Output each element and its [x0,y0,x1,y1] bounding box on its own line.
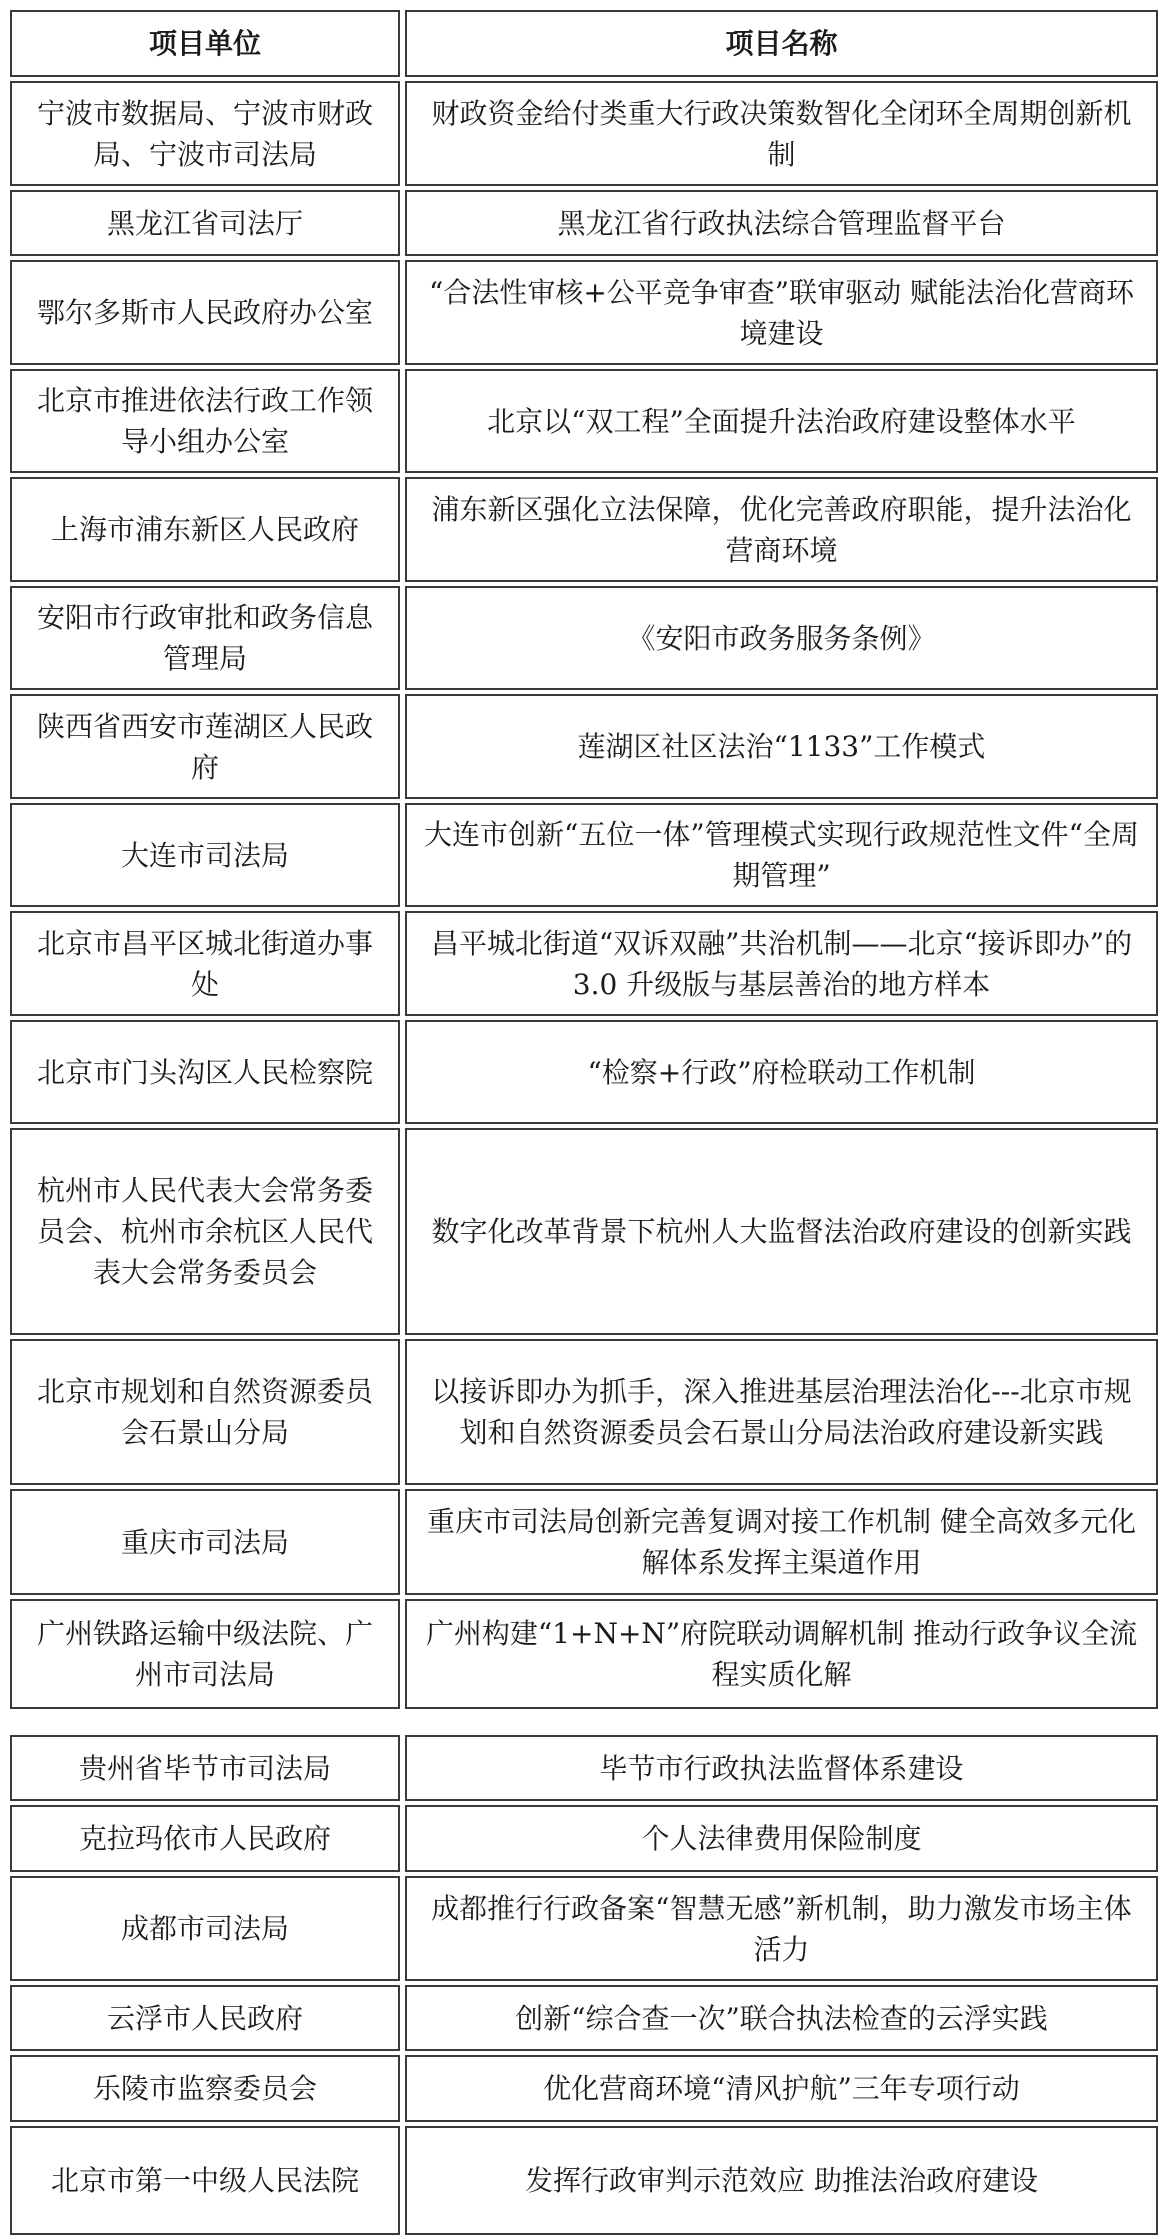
row-14-unit-cell: 广州铁路运输中级法院、广州市司法局 [10,1599,400,1709]
row-14-name-cell: 广州构建“1+N+N”府院联动调解机制 推动行政争议全流程实质化解 [405,1599,1158,1709]
row-5-name-cell: 浦东新区强化立法保障，优化完善政府职能，提升法治化营商环境 [405,477,1158,582]
row-6-name-cell: 《安阳市政务服务条例》 [405,586,1158,690]
row-13-unit-cell: 重庆市司法局 [10,1489,400,1595]
row-3-unit-cell: 鄂尔多斯市人民政府办公室 [10,260,400,365]
header-name: 项目名称 [405,10,1158,77]
row-13-name-cell: 重庆市司法局创新完善复调对接工作机制 健全高效多元化解体系发挥主渠道作用 [405,1489,1158,1595]
row-6-unit-cell: 安阳市行政审批和政务信息管理局 [10,586,400,690]
row-16-unit-cell: 克拉玛依市人民政府 [10,1805,400,1872]
row-19-unit-cell: 乐陵市监察委员会 [10,2055,400,2122]
row-15-name-cell: 毕节市行政执法监督体系建设 [405,1735,1158,1801]
row-18-unit-cell: 云浮市人民政府 [10,1985,400,2051]
row-10-unit-cell: 北京市门头沟区人民检察院 [10,1020,400,1124]
row-17-unit-cell: 成都市司法局 [10,1876,400,1981]
row-8-unit-cell: 大连市司法局 [10,803,400,907]
row-19-name-cell: 优化营商环境“清风护航”三年专项行动 [405,2055,1158,2122]
row-1-unit-cell: 宁波市数据局、宁波市财政局、宁波市司法局 [10,81,400,186]
row-4-name-cell: 北京以“双工程”全面提升法治政府建设整体水平 [405,369,1158,473]
row-20-name-cell: 发挥行政审判示范效应 助推法治政府建设 [405,2126,1158,2235]
row-2-unit-cell: 黑龙江省司法厅 [10,190,400,256]
row-4-unit-cell: 北京市推进依法行政工作领导小组办公室 [10,369,400,473]
row-7-name-cell: 莲湖区社区法治“1133”工作模式 [405,694,1158,799]
row-17-name-cell: 成都推行行政备案“智慧无感”新机制，助力激发市场主体活力 [405,1876,1158,1981]
row-7-unit-cell: 陕西省西安市莲湖区人民政府 [10,694,400,799]
header-unit: 项目单位 [10,10,400,77]
row-2-name-cell: 黑龙江省行政执法综合管理监督平台 [405,190,1158,256]
row-8-name-cell: 大连市创新“五位一体”管理模式实现行政规范性文件“全周期管理” [405,803,1158,907]
row-15-unit-cell: 贵州省毕节市司法局 [10,1735,400,1801]
row-9-name-cell: 昌平城北街道“双诉双融”共治机制——北京“接诉即办”的 3.0 升级版与基层善治的地方样本 [405,911,1158,1016]
row-11-unit-cell: 杭州市人民代表大会常务委员会、杭州市余杭区人民代表大会常务委员会 [10,1128,400,1335]
row-5-unit-cell: 上海市浦东新区人民政府 [10,477,400,582]
row-20-unit-cell: 北京市第一中级人民法院 [10,2126,400,2235]
row-16-name-cell: 个人法律费用保险制度 [405,1805,1158,1872]
row-11-name-cell: 数字化改革背景下杭州人大监督法治政府建设的创新实践 [405,1128,1158,1335]
row-12-unit-cell: 北京市规划和自然资源委员会石景山分局 [10,1339,400,1485]
row-10-name-cell: “检察+行政”府检联动工作机制 [405,1020,1158,1124]
row-9-unit-cell: 北京市昌平区城北街道办事处 [10,911,400,1016]
row-18-name-cell: 创新“综合查一次”联合执法检查的云浮实践 [405,1985,1158,2051]
row-1-name-cell: 财政资金给付类重大行政决策数智化全闭环全周期创新机制 [405,81,1158,186]
row-3-name-cell: “合法性审核+公平竞争审查”联审驱动 赋能法治化营商环境建设 [405,260,1158,365]
row-12-name-cell: 以接诉即办为抓手，深入推进基层治理法治化---北京市规划和自然资源委员会石景山分局法治政府建设新实践 [405,1339,1158,1485]
